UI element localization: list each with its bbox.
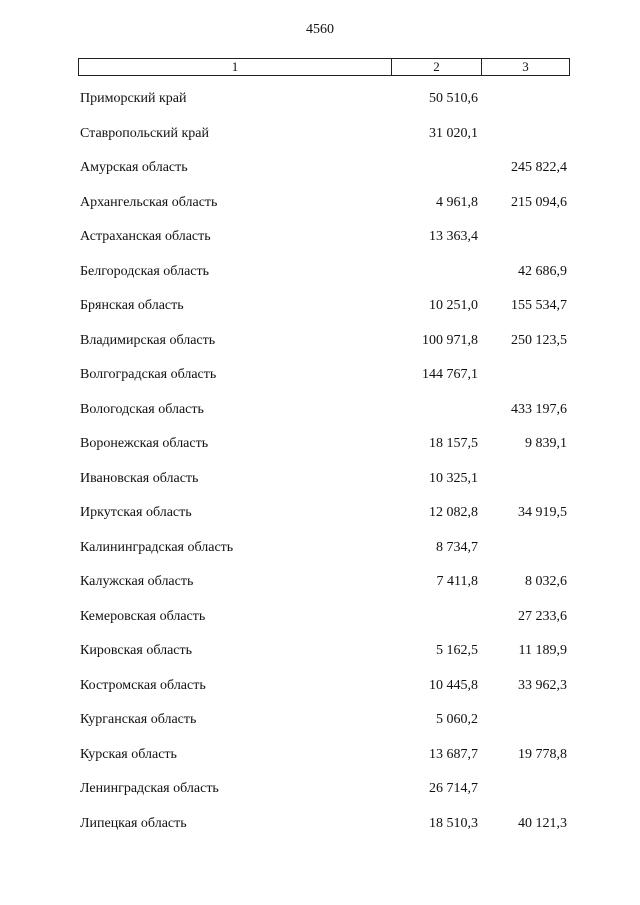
- header-col-2: 2: [392, 59, 482, 75]
- table-row: [0, 226, 640, 261]
- table-row: [0, 640, 640, 675]
- table-row: [0, 123, 640, 158]
- region-name: Костромская область: [80, 677, 206, 693]
- value-col-2: 10 251,0: [429, 298, 478, 313]
- region-name: Кировская область: [80, 643, 193, 658]
- region-name: Кемеровская область: [80, 608, 206, 624]
- region-name: Липецкая область: [80, 815, 187, 831]
- value-col-2: 13 363,4: [429, 229, 478, 244]
- value-col-2: 50 510,6: [429, 91, 478, 106]
- region-name: Калужская область: [80, 574, 194, 589]
- value-col-2: 18 510,3: [429, 815, 478, 831]
- region-name: Астраханская область: [80, 229, 211, 244]
- region-name: Ставропольский край: [80, 125, 209, 141]
- table-row: [0, 192, 640, 227]
- table-row: [0, 468, 640, 503]
- value-col-2: 144 767,1: [422, 367, 478, 382]
- value-col-3: 250 123,5: [511, 332, 567, 348]
- value-col-2: 18 157,5: [429, 436, 478, 451]
- region-name: Иркутская область: [80, 505, 192, 520]
- value-col-2: 10 325,1: [429, 470, 478, 486]
- region-name: Ивановская область: [80, 470, 199, 486]
- value-col-2: 13 687,7: [429, 746, 478, 762]
- value-col-2: 8 734,7: [436, 539, 478, 555]
- region-name: Воронежская область: [80, 436, 209, 451]
- value-col-2: 5 060,2: [436, 712, 478, 727]
- value-col-3: 33 962,3: [518, 677, 567, 693]
- value-col-3: 27 233,6: [518, 608, 567, 624]
- table-row: [0, 433, 640, 468]
- value-col-2: 100 971,8: [422, 332, 478, 348]
- value-col-3: 433 197,6: [511, 401, 567, 417]
- value-col-2: 4 961,8: [436, 194, 478, 210]
- value-col-3: 9 839,1: [525, 436, 567, 451]
- table-row: [0, 157, 640, 192]
- table-row: [0, 295, 640, 330]
- value-col-2: 5 162,5: [436, 643, 478, 658]
- value-col-2: 31 020,1: [429, 125, 478, 141]
- region-name: Вологодская область: [80, 401, 204, 417]
- header-col-1: 1: [79, 59, 392, 75]
- region-name: Белгородская область: [80, 263, 210, 279]
- value-col-3: 8 032,6: [525, 574, 567, 589]
- value-col-2: 26 714,7: [429, 781, 478, 796]
- table-row: [0, 778, 640, 813]
- region-name: Амурская область: [80, 160, 188, 175]
- region-name: Архангельская область: [80, 194, 218, 210]
- value-col-3: 155 534,7: [511, 298, 567, 313]
- value-col-2: 10 445,8: [429, 677, 478, 693]
- value-col-2: 12 082,8: [429, 505, 478, 520]
- value-col-3: 245 822,4: [511, 160, 567, 175]
- header-col-3: 3: [522, 59, 529, 74]
- table-header: [78, 58, 570, 76]
- region-name: Приморский край: [80, 91, 187, 106]
- region-name: Волгоградская область: [80, 367, 217, 382]
- value-col-3: 19 778,8: [518, 746, 567, 762]
- table-row: [0, 571, 640, 606]
- page-number: 4560: [306, 22, 334, 37]
- value-col-2: 7 411,8: [436, 574, 478, 589]
- table-row: [0, 813, 640, 848]
- region-name: Курская область: [80, 746, 177, 762]
- region-name: Курганская область: [80, 712, 197, 727]
- table-row: [0, 261, 640, 296]
- value-col-3: 11 189,9: [518, 643, 567, 658]
- table-row: [0, 502, 640, 537]
- table-row: [0, 399, 640, 434]
- table-row: [0, 88, 640, 123]
- value-col-3: 42 686,9: [518, 263, 567, 279]
- value-col-3: 215 094,6: [511, 194, 567, 210]
- value-col-3: 34 919,5: [518, 505, 567, 520]
- value-col-3: 40 121,3: [518, 815, 567, 831]
- region-name: Брянская область: [80, 298, 184, 313]
- region-name: Ленинградская область: [80, 781, 219, 796]
- table-body: [0, 88, 640, 847]
- table-row: [0, 675, 640, 710]
- table-row: [0, 709, 640, 744]
- table-row: [0, 330, 640, 365]
- region-name: Владимирская область: [80, 332, 216, 348]
- table-row: [0, 744, 640, 779]
- table-row: [0, 364, 640, 399]
- region-name: Калининградская область: [80, 539, 234, 555]
- table-row: [0, 606, 640, 641]
- table-row: [0, 537, 640, 572]
